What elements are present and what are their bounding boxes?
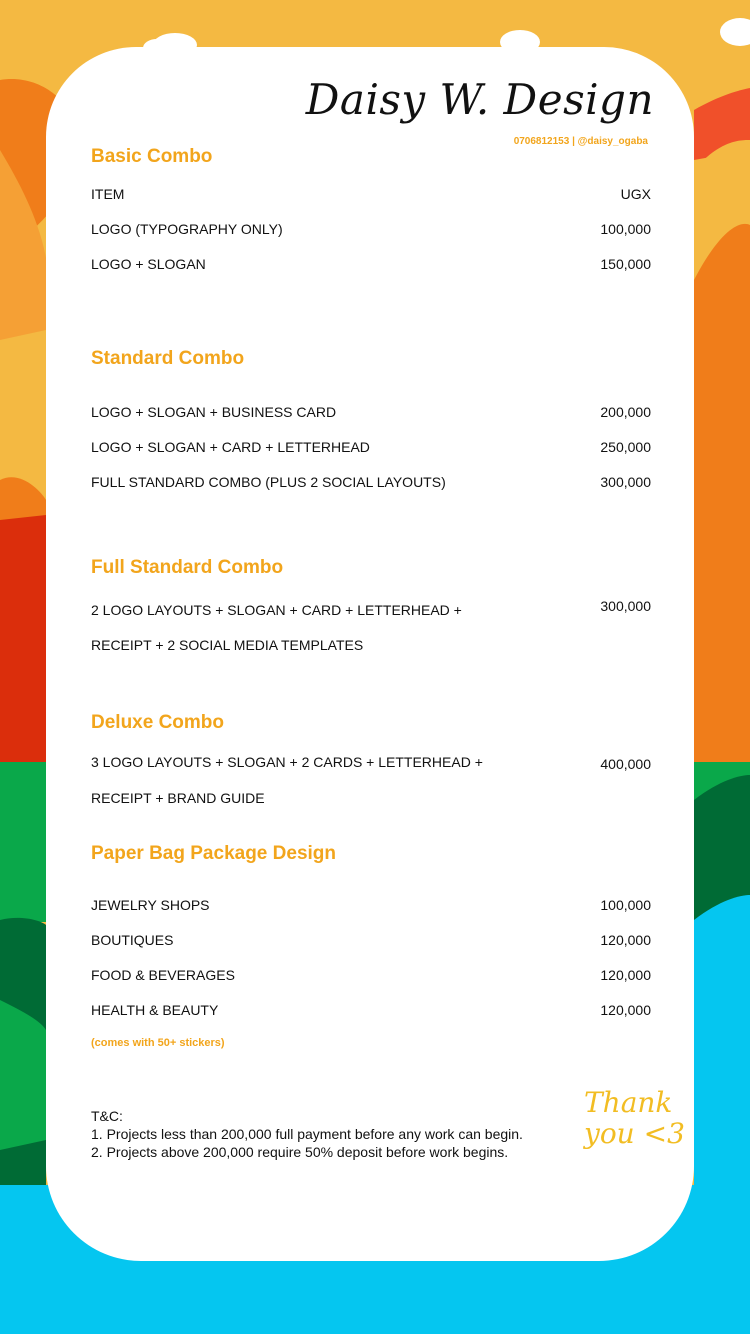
item-price: 120,000: [600, 932, 651, 948]
section-title-standard: Standard Combo: [91, 348, 245, 369]
table-row: [91, 967, 651, 989]
hill-left-red: [0, 515, 46, 770]
item-price: 100,000: [600, 897, 651, 913]
item-label: 2 LOGO LAYOUTS + SLOGAN + CARD + LETTERHEAD +: [91, 602, 462, 618]
table-row: [91, 598, 651, 624]
item-price: 300,000: [600, 474, 651, 490]
table-row: [91, 932, 651, 954]
item-label: LOGO + SLOGAN + CARD + LETTERHEAD: [91, 439, 370, 455]
item-price: 200,000: [600, 404, 651, 420]
item-label: LOGO + SLOGAN + BUSINESS CARD: [91, 404, 337, 420]
table-row: [91, 404, 651, 426]
item-label: FOOD & BEVERAGES: [91, 967, 235, 983]
column-price: UGX: [620, 186, 651, 202]
brand-title: Daisy W. Design: [305, 75, 654, 124]
contact-info: 0706812153 | @daisy_ogaba: [513, 136, 648, 147]
table-row: [91, 1002, 651, 1024]
table-row-continued: [91, 790, 651, 812]
item-price: 120,000: [600, 1002, 651, 1018]
item-label: HEALTH & BEAUTY: [91, 1002, 219, 1018]
hill-right-orange: [694, 224, 750, 770]
section-title-full-standard: Full Standard Combo: [91, 557, 284, 578]
table-header: [91, 186, 651, 208]
item-price: 400,000: [600, 756, 651, 772]
item-label: RECEIPT + 2 SOCIAL MEDIA TEMPLATES: [91, 637, 364, 653]
item-label: LOGO (TYPOGRAPHY ONLY): [91, 221, 283, 237]
item-label: JEWELRY SHOPS: [91, 897, 210, 913]
item-price: 300,000: [600, 598, 651, 614]
item-label: RECEIPT + BRAND GUIDE: [91, 790, 265, 806]
section-title-deluxe: Deluxe Combo: [91, 712, 225, 733]
price-list-card: [46, 47, 694, 1261]
table-row: [91, 256, 651, 278]
stickers-note: (comes with 50+ stickers): [91, 1037, 225, 1049]
item-price: 250,000: [600, 439, 651, 455]
table-row-continued: [91, 637, 651, 659]
item-label: 3 LOGO LAYOUTS + SLOGAN + 2 CARDS + LETTERHEAD +: [91, 754, 483, 770]
table-row: [91, 474, 651, 496]
terms-title: T&C:: [91, 1108, 123, 1124]
thank-you-line-2: you <3: [584, 1117, 685, 1150]
item-label: FULL STANDARD COMBO (PLUS 2 SOCIAL LAYOUTS): [91, 474, 446, 490]
terms-block: [91, 1107, 523, 1161]
section-title-paper-bag: Paper Bag Package Design: [91, 843, 336, 864]
table-row: [91, 221, 651, 243]
item-label: LOGO + SLOGAN: [91, 256, 206, 272]
section-title-basic: Basic Combo: [91, 146, 213, 167]
table-row: [91, 439, 651, 461]
table-row: [91, 897, 651, 919]
item-price: 100,000: [600, 221, 651, 237]
column-item: ITEM: [91, 186, 125, 202]
thank-you-line-1: Thank: [584, 1086, 673, 1119]
terms-line-2: 2. Projects above 200,000 require 50% deposit before work begins.: [91, 1144, 509, 1160]
table-row: [91, 754, 651, 776]
item-price: 120,000: [600, 967, 651, 983]
thank-you-note: [584, 1087, 685, 1149]
item-label: BOUTIQUES: [91, 932, 174, 948]
terms-line-1: 1. Projects less than 200,000 full payment before any work can begin.: [91, 1126, 523, 1142]
item-price: 150,000: [600, 256, 651, 272]
